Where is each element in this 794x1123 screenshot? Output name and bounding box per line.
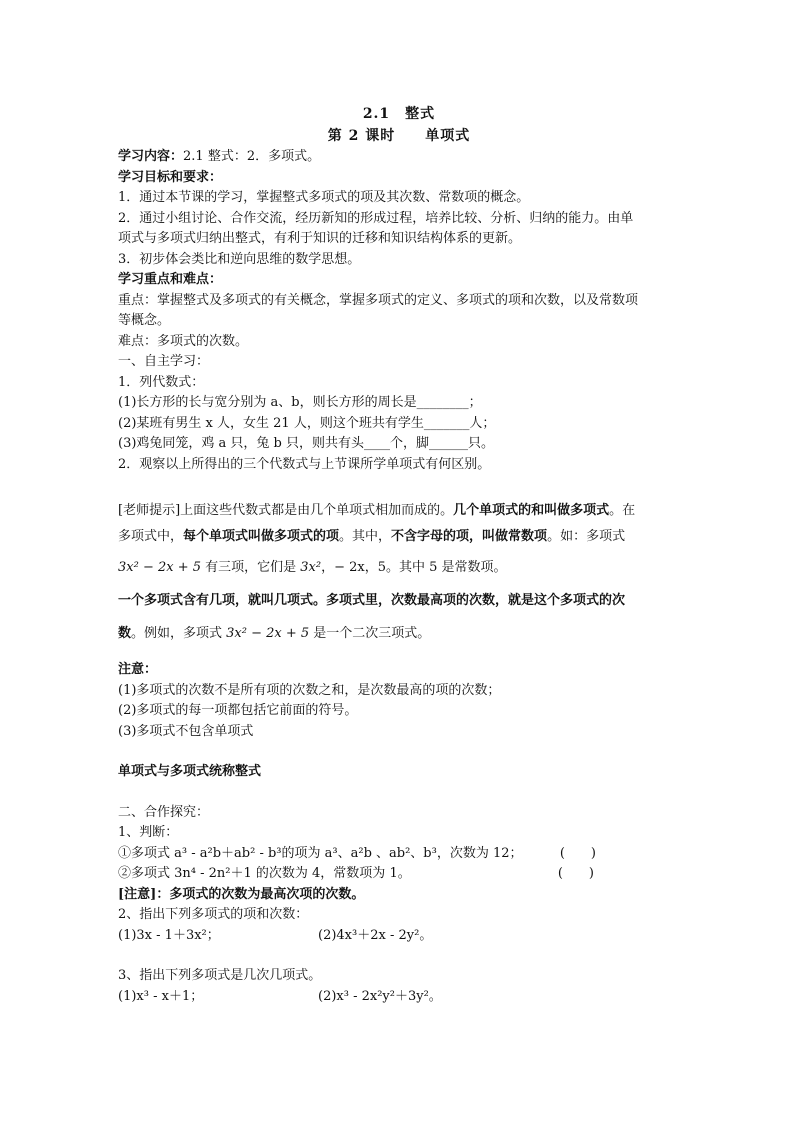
goal-item: 2．通过小组讨论、合作交流，经历新知的形成过程，培养比较、分析、归纳的能力。由单 (118, 210, 634, 226)
polynomial-expression: 3x² − 2x + 5 (226, 626, 310, 641)
tip-line-2: 多项式中，每个单项式叫做多项式的项。其中，不含字母的项，叫做常数项。如：多项式 (118, 529, 626, 544)
goals-heading: 学习目标和要求： (118, 169, 223, 185)
goal-item: 项式与多项式归纳出整式，有利于知识的迁移和知识结构体系的更新。 (118, 231, 522, 246)
answer-blank[interactable]: ( ) (557, 866, 594, 881)
judge-item: ②多项式 3n⁴ - 2n²＋1 的次数为 4，常数项为 1。 ( ) (118, 864, 680, 885)
content-line (118, 147, 680, 168)
tip-line-1: [老师提示]上面这些代数式都是由几个单项式相加而成的。几个单项式的和叫做多项式。在 (118, 503, 636, 518)
key-heading: 学习重点和难点： (118, 272, 223, 287)
summary-text: 单项式与多项式统称整式 (118, 764, 262, 779)
goal-item: 3．初步体会类比和逆向思维的数学思想。 (118, 251, 361, 267)
q2-items: (1)3x - 1＋3x²； (2)4x³＋2x - 2y²。 (118, 927, 433, 943)
key-point: 等概念。 (118, 313, 171, 328)
note-item: (3)多项式不包含单项式 (118, 723, 254, 739)
note-item: (1)多项式的次数不是所有项的次数之和，是次数最高的项的次数； (118, 682, 501, 698)
judge-note: [注意]：多项式的次数为最高次项的次数。 (118, 886, 365, 902)
content-label: 学习内容： (118, 149, 184, 164)
notes-heading: 注意： (118, 662, 158, 677)
page-subtitle: 第 2 课时 单项式 (327, 128, 471, 144)
note-item: (2)多项式的每一项都包括它前面的符号。 (118, 703, 358, 718)
cooperate-heading: 二、合作探究： (118, 804, 210, 820)
q3-items: (1)x³ - x＋1； (2)x³ - 2x²y²＋3y²。 (118, 988, 442, 1004)
tip-line-4: 一个多项式含有几项，就叫几项式。多项式里，次数最高项的次数，就是这个多项式的次 (118, 593, 626, 608)
key-point: 重点：掌握整式及多项式的有关概念，掌握多项式的定义、多项式的项和次数，以及常数项 (118, 292, 639, 308)
self-study-heading: 一、自主学习： (118, 354, 210, 369)
judge-item: ①多项式 a³ - a²b＋ab² - b³的项为 a³、a²b 、ab²、b³，次数为 12； ( ) (118, 844, 680, 865)
content-text: 2.1 整式：2．多项式。 (183, 149, 321, 164)
document-body (118, 103, 680, 1007)
tip-line-3: 3x² − 2x + 5 有三项，它们是 3x²，− 2x，5。其中 5 是常数项。 (118, 560, 507, 575)
q1-item: (1)长方形的长与宽分别为 a、b，则长方形的周长是________； (118, 395, 482, 410)
q1-title: 1．列代数式： (118, 374, 205, 390)
tip-line-5: 数。例如，多项式 3x² − 2x + 5 是一个二次三项式。 (118, 626, 431, 641)
goal-item: 1．通过本节课的学习，掌握整式多项式的项及其次数、常数项的概念。 (118, 190, 530, 205)
q2-title: 2、指出下列多项式的项和次数： (118, 907, 309, 922)
polynomial-expression: 3x² − 2x + 5 (118, 560, 202, 575)
q2-text: 2．观察以上所得出的三个代数式与上节课所学单项式有何区别。 (118, 456, 491, 472)
answer-blank[interactable]: ( ) (559, 845, 596, 861)
judge-title: 1、判断： (118, 825, 179, 840)
q1-item: (2)某班有男生 x 人，女生 21 人，则这个班共有学生_______人； (118, 415, 496, 431)
q3-title: 3、指出下列多项式是几次几项式。 (118, 968, 322, 983)
page-title: 2.1 整式 (362, 106, 436, 122)
q1-item: (3)鸡兔同笼，鸡 a 只，兔 b 只，则共有头____个，脚______只。 (118, 436, 495, 451)
key-point: 难点：多项式的次数。 (118, 333, 249, 349)
